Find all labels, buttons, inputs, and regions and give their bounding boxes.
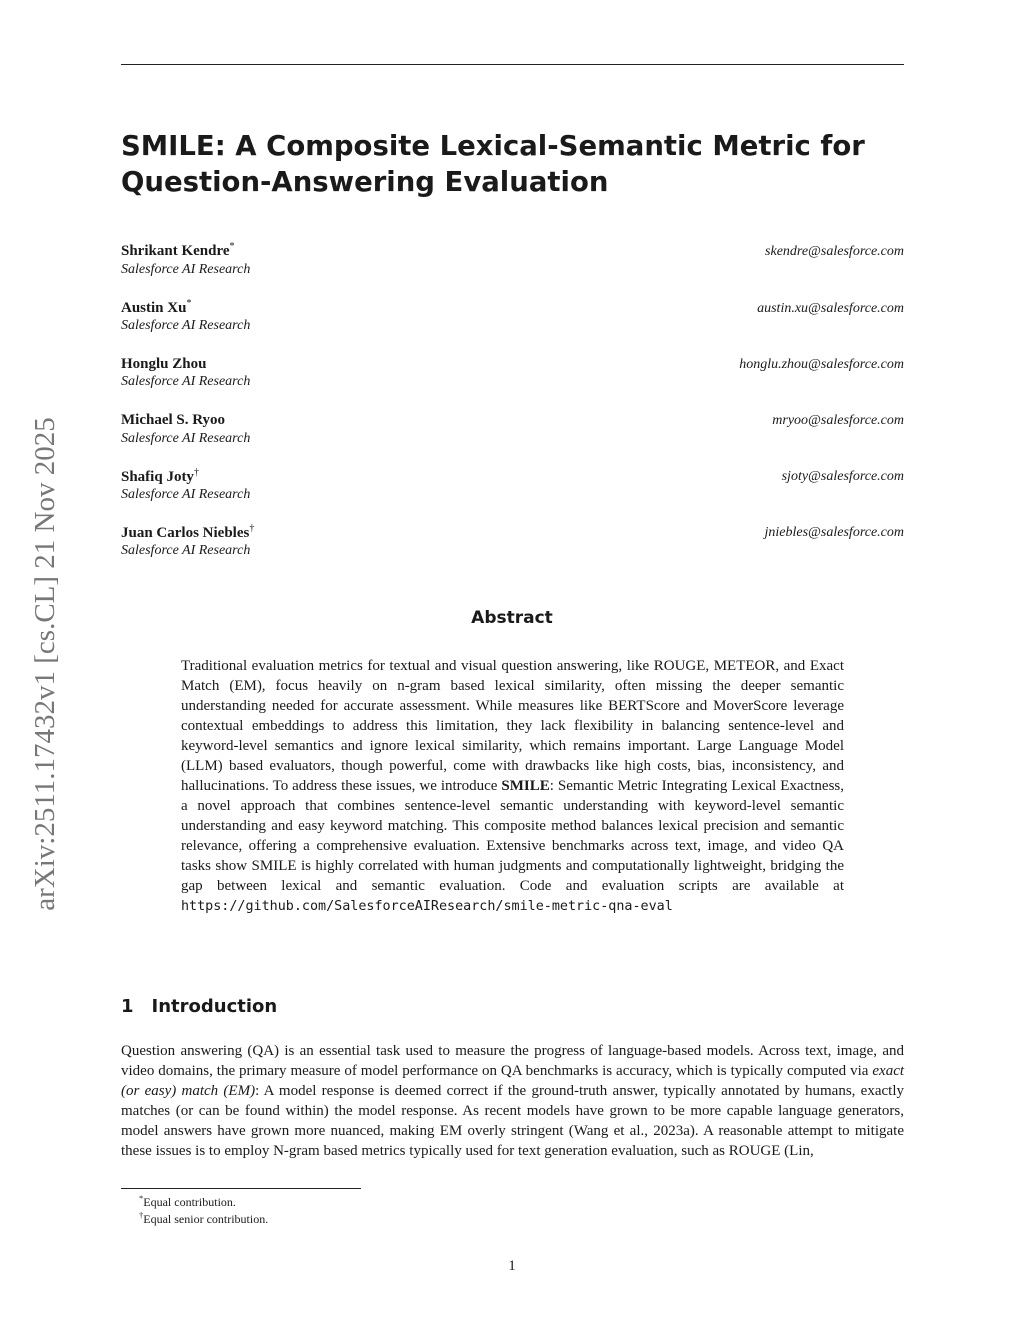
- author-affiliation: Salesforce AI Research: [121, 318, 251, 333]
- method-name: SMILE: [501, 778, 550, 794]
- author-affiliation: Salesforce AI Research: [121, 262, 251, 277]
- footnote: †Equal senior contribution.: [139, 1210, 269, 1226]
- author-name: Austin Xu*: [121, 298, 192, 316]
- author-name: Michael S. Ryoo: [121, 412, 226, 428]
- page-number: 1: [508, 1258, 516, 1274]
- author-affiliation: Salesforce AI Research: [121, 487, 251, 502]
- author-affiliation: Salesforce AI Research: [121, 374, 251, 389]
- paper-title: SMILE: A Composite Lexical-Semantic Metric for Question-Answering Evaluation: [121, 130, 865, 198]
- abstract-heading: Abstract: [471, 608, 553, 628]
- author-email: jniebles@salesforce.com: [764, 525, 904, 540]
- author-email: austin.xu@salesforce.com: [757, 301, 904, 316]
- author-name: Honglu Zhou: [121, 356, 207, 372]
- introduction-body: Question answering (QA) is an essential task used to measure the progress of language-based models. Across text, image, and video domains, the primary measure of model performance on QA benchmarks is accuracy, which is typically computed via exact (or easy) match (EM): A model response is deemed correct if the ground-truth answer, typically annotated by humans, exactly matches (or can be found within) the model response. As recent models have grown to be more capable language generators, model answers have grown more nuanced, making EM overly stringent (Wang et al., 2023a). A reasonable attempt to mitigate these issues is to employ N-gram based metrics typically used for text generation evaluation, such as ROUGE (Lin,: [121, 1043, 905, 1159]
- emphasis-text: exact (or easy) match (EM): [121, 1063, 905, 1099]
- author-affiliation: Salesforce AI Research: [121, 543, 251, 558]
- author-name: Shrikant Kendre*: [121, 241, 235, 259]
- author-email: honglu.zhou@salesforce.com: [739, 357, 904, 372]
- arxiv-identifier: arXiv:2511.17432v1 [cs.CL] 21 Nov 2025: [29, 417, 61, 911]
- author-affiliation: Salesforce AI Research: [121, 431, 251, 446]
- section-heading: 1 Introduction: [121, 996, 278, 1017]
- footnote-rule: [121, 1188, 361, 1189]
- top-rule: [121, 64, 904, 65]
- author-name: Juan Carlos Niebles†: [121, 523, 255, 541]
- code-link[interactable]: https://github.com/SalesforceAIResearch/smile-metric-qna-eval: [181, 899, 673, 914]
- author-name: Shafiq Joty†: [121, 467, 199, 485]
- author-email: skendre@salesforce.com: [765, 244, 904, 259]
- author-email: mryoo@salesforce.com: [772, 413, 904, 428]
- abstract-body: Traditional evaluation metrics for textual and visual question answering, like ROUGE, METEOR, and Exact Match (EM), focus heavily on n-gram based lexical similarity, often missing the deeper semantic understanding needed for accurate assessment. While measures like BERTScore and MoverScore leverage contextual embeddings to address this limitation, they lack flexibility in balancing sentence-level and keyword-level semantics and ignore lexical similarity, which remains important. Large Language Model (LLM) based evaluators, though powerful, come with drawbacks like high costs, bias, inconsistency, and hallucinations. To address these issues, we introduce SMILE: Semantic Metric Integrating Lexical Exactness, a novel approach that combines sentence-level semantic understanding with keyword-level semantic understanding and easy keyword matching. This composite method balances lexical precision and semantic relevance, offering a comprehensive evaluation. Extensive benchmarks across text, image, and video QA tasks show SMILE is highly correlated with human judgments and computationally lightweight, bridging the gap between lexical and semantic evaluation. Code and evaluation scripts are available at https://github.com/SalesforceAIResearch/smile-metric-qna-eval: [181, 658, 844, 914]
- footnote: *Equal contribution.: [139, 1193, 236, 1209]
- author-email: sjoty@salesforce.com: [781, 469, 904, 484]
